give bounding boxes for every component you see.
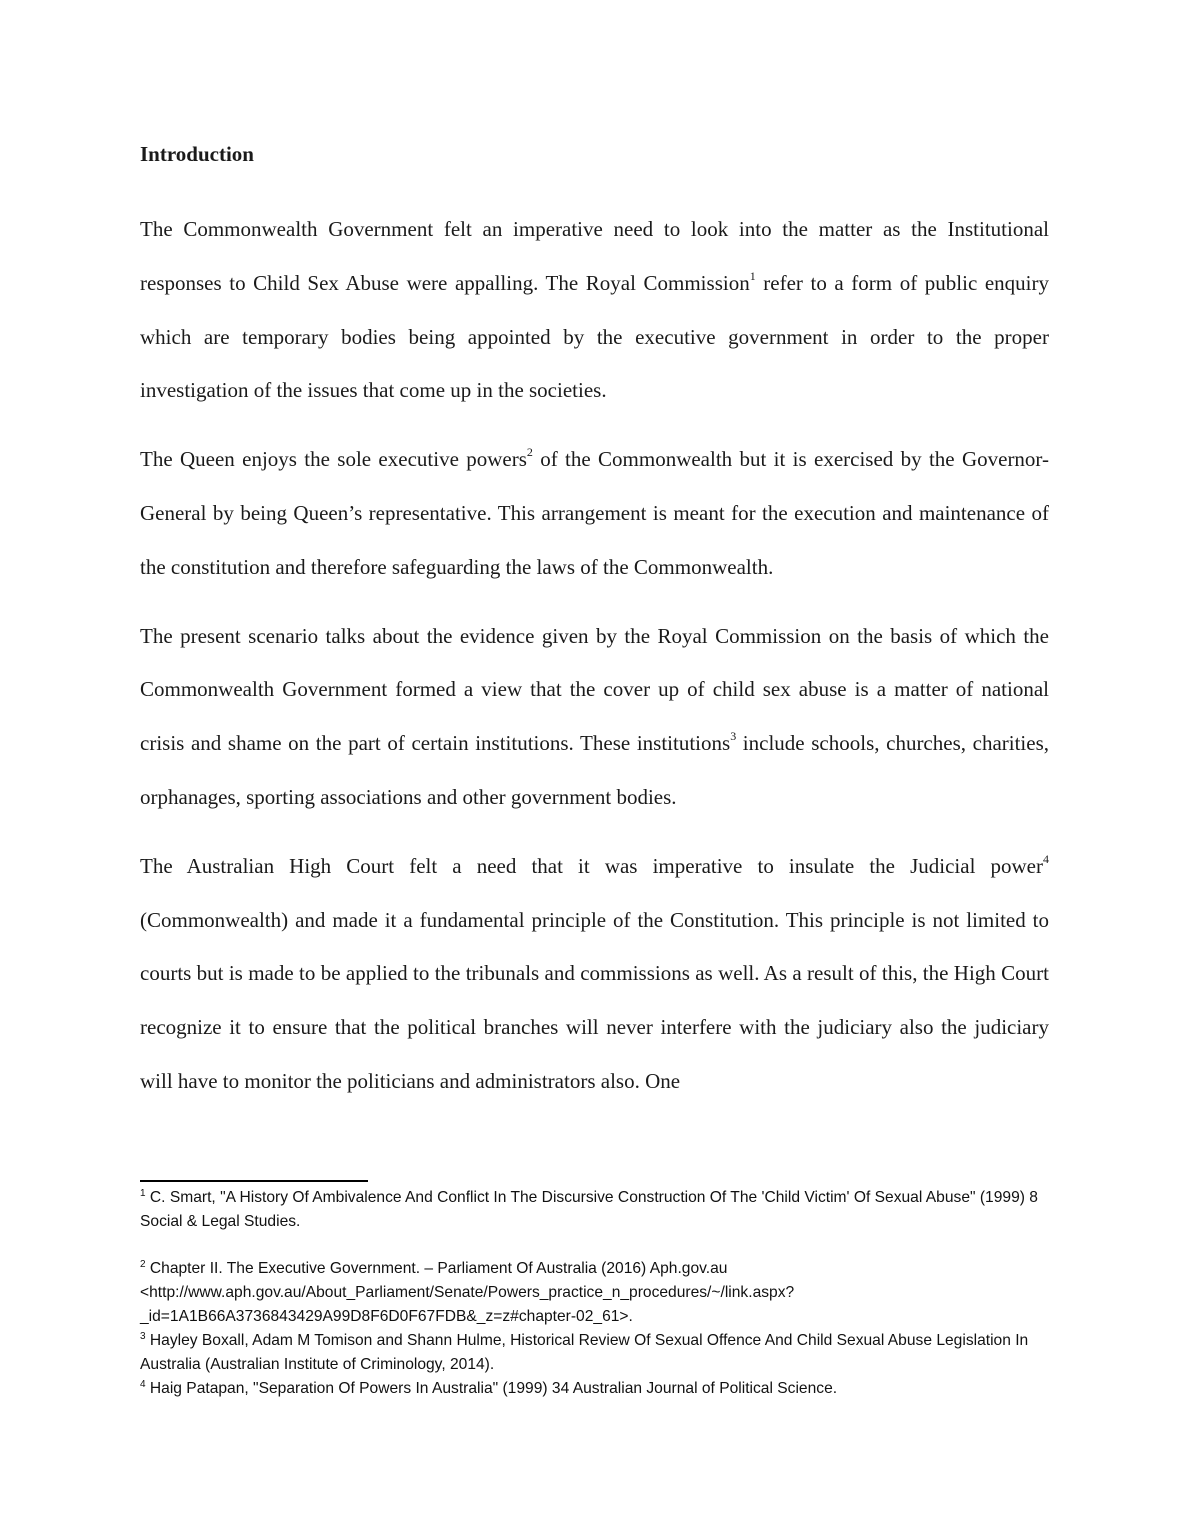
footnote-number: 1 <box>140 1187 146 1199</box>
footnote-number: 2 <box>140 1258 146 1270</box>
footnote-2 <box>140 1257 1049 1329</box>
footnote-ref-4[interactable]: 4 <box>1043 851 1049 866</box>
paragraph-text: of the Commonwealth but it is exercised by the Governor-General by being Queen’s representative. This arrangement is meant for the execution and maintenance of the constitution and therefore safeguarding the laws of the Commonwealth. <box>140 447 1049 579</box>
footnote-number: 3 <box>140 1330 146 1342</box>
footnote-ref-2[interactable]: 2 <box>526 445 533 460</box>
paragraph-text: refer to a form of public enquiry which are temporary bodies being appointed by the executive government in order to the proper investigation of the issues that come up in the societies. <box>140 270 1049 403</box>
footnotes <box>140 1186 1049 1401</box>
footnote-text: C. Smart, "A History Of Ambivalence And Conflict In The Discursive Construction Of The 'Child Victim' Of Sexual Abuse" (1999) 8 Social & Legal Studies. <box>140 1189 1038 1230</box>
paragraph-text: The present scenario talks about the evidence given by the Royal Commission on the basis of which the Commonwealth Government formed a view that the cover up of child sex abuse is a matter of national crisis and shame on the part of certain institutions. These institutions <box>140 623 1049 756</box>
paragraph-3 <box>140 610 1049 825</box>
body-content <box>140 138 1049 1124</box>
paragraph-text: The Commonwealth Government felt an imperative need to look into the matter as the Institutional responses to Child Sex Abuse were appalling. The Royal Commission <box>140 217 1049 295</box>
footnote-4 <box>140 1377 1049 1401</box>
footnote-ref-3[interactable]: 3 <box>730 729 737 744</box>
footnote-text: Hayley Boxall, Adam M Tomison and Shann Hulme, Historical Review Of Sexual Offence And Child Sexual Abuse Legislation In Australia (Australian Institute of Criminology, 2014). <box>140 1332 1029 1373</box>
paragraph-text: (Commonwealth) and made it a fundamental principle of the Constitution. This principle is not limited to courts but is made to be applied to the tribunals and commissions as well. As a result of this, the High Court recognize it to ensure that the political branches will never interfere with the judiciary also the judiciary will have to monitor the politicians and administrators also. One <box>140 907 1049 1093</box>
footnote-3 <box>140 1329 1049 1377</box>
paragraph-text: include schools, churches, charities, orphanages, sporting associations and other government bodies. <box>140 731 1050 809</box>
paragraph-text: The Queen enjoys the sole executive powers <box>140 447 527 472</box>
footnote-text: Haig Patapan, "Separation Of Powers In Australia" (1999) 34 Australian Journal of Political Science. <box>145 1380 838 1397</box>
footnote-text: Chapter II. The Executive Government. – Parliament Of Australia (2016) Aph.gov.au <http://www.aph.gov.au/About_Parliament/Senate/Powers_practice_n_procedures/~/link.aspx?_id=1A1B66A3736843429A99D8F6D0F67FDB&_z=z#chapter-02_61>. <box>140 1260 795 1325</box>
paragraph-4 <box>140 840 1049 1109</box>
footnote-1 <box>140 1186 1049 1234</box>
footnote-separator <box>140 1180 368 1182</box>
paragraph-text: The Australian High Court felt a need that it was imperative to insulate the Judicial power <box>140 853 1043 878</box>
paragraph-1 <box>140 203 1049 418</box>
paragraph-2 <box>140 433 1049 594</box>
footnote-number: 4 <box>140 1378 146 1390</box>
footnote-ref-1[interactable]: 1 <box>749 268 756 283</box>
section-heading: Introduction <box>140 142 254 166</box>
